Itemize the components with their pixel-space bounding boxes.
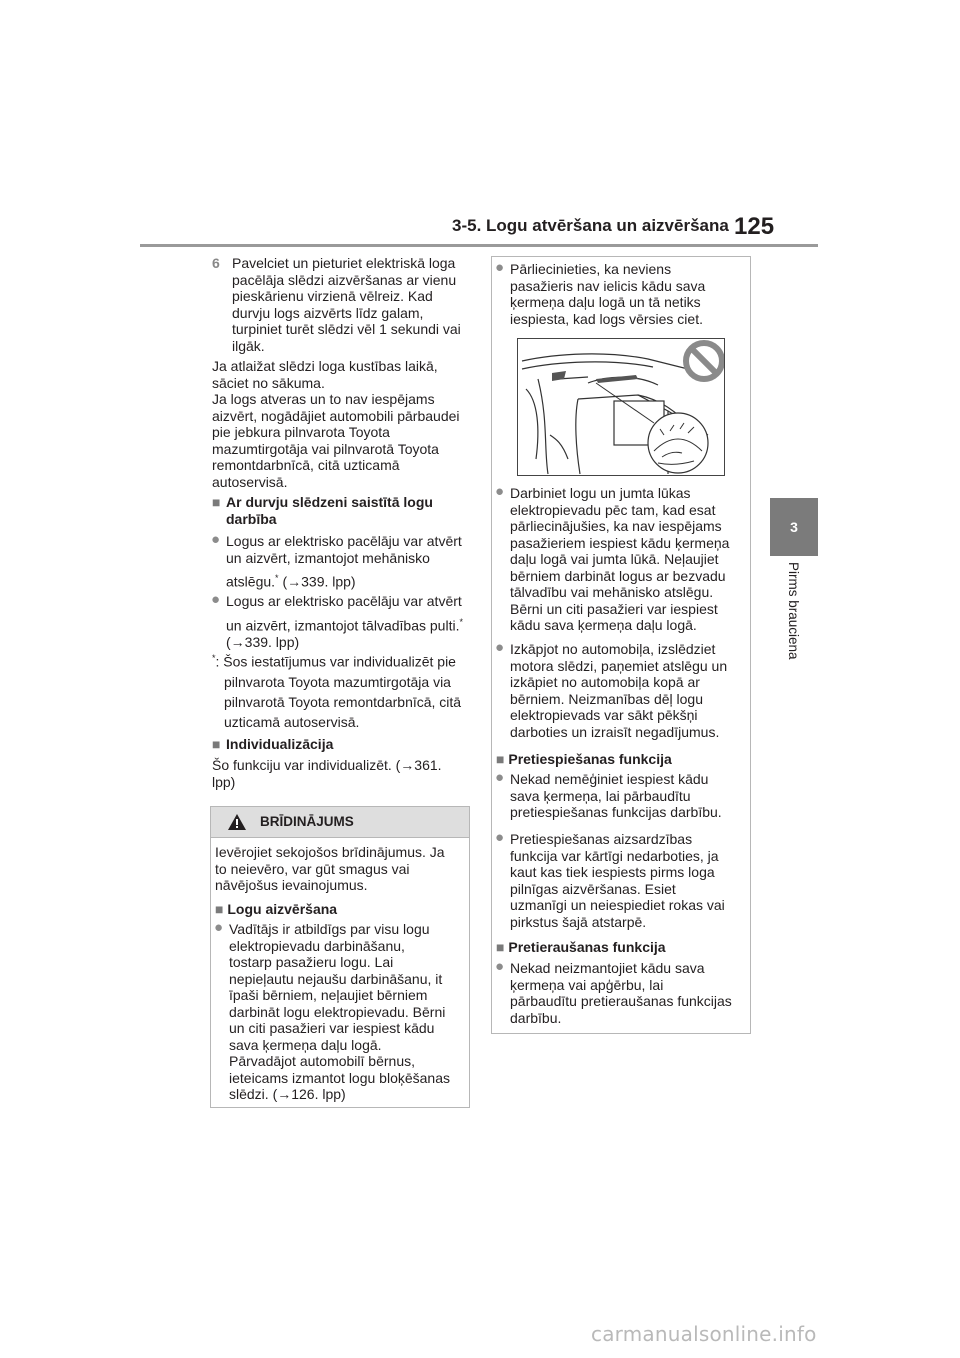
right-line: iespiesta, kad logs vērsies ciet. [510, 310, 703, 327]
chapter-label-box [770, 562, 818, 722]
heading-text: Pretierаušanas funkcija [508, 939, 666, 955]
footnote-line: uzticamā autoservisā. [224, 713, 360, 730]
para-line: remontdarbnīcā, citā uzticamā [212, 457, 400, 473]
heading-door-lock [212, 494, 470, 527]
square-bullet-icon: ■ [496, 939, 505, 955]
bullet-remote [212, 593, 470, 650]
round-bullet-icon: ● [495, 958, 505, 975]
right-bullet-1 [496, 261, 746, 327]
right-line: pasažieriem iespiest kādu ķermeņa [510, 534, 730, 551]
round-bullet-icon: ● [495, 829, 505, 846]
page-ref: (→339. lpp) [282, 573, 356, 590]
page-number: 125 [734, 213, 775, 240]
square-bullet-icon: ■ [212, 736, 221, 752]
right-line: elektropievadu pēc tam, kad esat [510, 501, 716, 518]
right-line: pārbaudītu pretierаušanas funkcijas [510, 993, 732, 1009]
footnote-line: : Šos iestatījumus var individualizēt pie [215, 653, 456, 670]
step-line: durvju logs aizvērts līdz galam, [232, 304, 424, 321]
step-line: Pavelciet un pieturiet elektriskā loga [232, 255, 456, 271]
round-bullet-icon: ● [211, 591, 221, 608]
warning-bullet-line: darbināt logu elektropievadu. Bērni [229, 1003, 446, 1020]
window-pinch-illustration [517, 338, 725, 476]
round-bullet-icon: ● [214, 919, 224, 936]
warning-title: BRĪDINĀJUMS [260, 814, 354, 829]
heading-text: Individualizācija [226, 736, 334, 752]
heading-line: darbība [226, 510, 277, 527]
section-title: 3-5. Logu atvēršana un aizvēršana [452, 216, 729, 235]
right-line: pilnīgas aizvēršanas. Esiet [510, 880, 676, 897]
round-bullet-icon: ● [495, 639, 505, 656]
right-line: darbību. [510, 1009, 562, 1026]
right-bullet-6 [496, 960, 746, 1026]
warning-bullet-line: tostarp pasažieru logu. Lai [229, 954, 394, 970]
right-line: Darbiniet logu un jumta lūkas [510, 485, 691, 501]
bullet-line: un aizvērt, izmantojot mehānisko [226, 549, 430, 566]
warning-header [211, 807, 469, 838]
bullet-line: Logus ar elektrisko pacēlāju var atvērt [226, 533, 462, 549]
bullet-line: atslēgu. [226, 573, 276, 590]
warning-bullet [215, 921, 467, 1103]
warning-line: nāvējošus ievainojumus. [215, 877, 368, 893]
right-line: elektropievads var sākt pēkšņi [510, 707, 698, 723]
right-bullet-5 [496, 831, 746, 930]
right-bullet-2 [496, 485, 746, 634]
step-number: 6 [212, 255, 220, 271]
right-line: bērniem darbināt logus ar bezvadu [510, 567, 726, 584]
footnote-line: pilnvarotā Toyota remontdarbnīcā, citā [224, 693, 462, 710]
step-line: turpiniet turēt slēdzi vēl 1 sekundi vai [232, 321, 461, 337]
step-line: pieskārienu virzienā vēlreiz. Kad [232, 288, 433, 304]
bullet-mechanical-key [212, 533, 470, 590]
bullet-line: Logus ar elektrisko pacēlāju var atvērt [226, 593, 462, 609]
right-line: darboties un izraisīt negadījumus. [510, 723, 720, 740]
round-bullet-icon: ● [495, 483, 505, 500]
right-line: Nekad neizmantojiet kādu sava [510, 960, 705, 976]
para-line: Ja atlaižat slēdzi loga kustības laikā, [212, 358, 438, 374]
para-line: aizvērt, nogādājiet automobili pārbaudei [212, 407, 460, 424]
warning-bullet-line: un citi pasažieri var iespiest kādu [229, 1020, 435, 1036]
warning-bullet-line: slēdzi. (→126. lpp) [229, 1086, 346, 1102]
chapter-tab [770, 498, 818, 556]
warning-heading [215, 901, 465, 918]
warning-bullet-line: ieteicams izmantot logu bloķēšanas [229, 1069, 451, 1086]
right-bullet-3 [496, 641, 746, 740]
right-line: bērniem. Neizmanības dēļ logu [510, 690, 703, 707]
para-line: mazumtirgotāja vai pilnvarotā Toyota [212, 440, 439, 457]
right-line: pretiespiešanas funkcijas darbību. [510, 804, 722, 820]
right-line: motora slēdzi, paņemiet atslēgu un [510, 657, 728, 674]
warning-bullet-line: nepieļautu nejaušu darbināšanu, it [229, 970, 443, 987]
chapter-label: Pirms brauciena [786, 562, 801, 660]
heading-customization [212, 736, 470, 753]
asterisk: * [459, 616, 463, 627]
right-line: sava ķermeņa, lai pārbaudītu [510, 787, 691, 804]
warning-intro [215, 844, 465, 894]
heading-anti-pinch [496, 751, 746, 768]
right-line: Bērni un citi pasažieri var iespiest [510, 600, 718, 617]
right-line: Pretiespiešanas aizsardzības [510, 831, 693, 847]
square-bullet-icon: ■ [215, 901, 224, 917]
asterisk: * [212, 653, 216, 663]
round-bullet-icon: ● [211, 531, 221, 548]
right-line: Izkāpjot no automobiļa, izslēdziet [510, 641, 716, 657]
warning-bullet-line: Vadītājs ir atbildīgs par visu logu [229, 921, 430, 937]
right-line: pirkstus šajā atstarpē. [510, 913, 647, 930]
asterisk: * [275, 573, 279, 583]
right-line: uzmanīgi un neiespiediet rokas vai [510, 897, 725, 913]
right-line: funkcija var kārtīgi nedarboties, ja [510, 847, 719, 864]
watermark-text: carmanualsonline.info [591, 1322, 817, 1346]
round-bullet-icon: ● [495, 259, 505, 276]
warning-bullet-line: īpaši bērniem, neļaujiet bērniem [229, 987, 428, 1003]
header-divider [140, 244, 818, 247]
para-line: autoservisā. [212, 473, 288, 490]
heading-text: Pretiespiešanas funkcija [508, 751, 672, 767]
warning-bullet-line: sava ķermeņa daļu logā. [229, 1036, 382, 1053]
warning-box [210, 806, 470, 1108]
right-line: ķermeņa vai apģērbu, lai [510, 976, 664, 993]
right-line: Nekad nemēģiniet iespiest kādu [510, 771, 709, 787]
right-bullet-4 [496, 771, 746, 821]
right-line: pasažieris nav ielicis kādu sava [510, 277, 706, 294]
car-window-hand-icon [518, 339, 724, 475]
para-line: pie jebkura pilnvarota Toyota [212, 424, 390, 440]
round-bullet-icon: ● [495, 769, 505, 786]
footnote [212, 648, 470, 732]
paragraph-release [212, 358, 470, 490]
custom-line: Šo funkciju var individualizēt. (→361. [212, 757, 442, 773]
right-line: izkāpiet no automobiļa kopā ar [510, 674, 700, 690]
warning-bullet-line: elektropievadu darbināšanu, [229, 937, 405, 954]
warning-triangle-icon [227, 813, 247, 831]
warning-heading-text: Logu aizvēršana [227, 901, 338, 917]
square-bullet-icon: ■ [212, 494, 221, 510]
step-line: ilgāk. [232, 337, 265, 354]
right-line: ķermeņa daļu logā un tā netiks [510, 294, 701, 310]
warning-bullet-line: Pārvadājot automobilī bērnus, [229, 1053, 415, 1069]
heading-anti-grab [496, 939, 746, 956]
warning-line: Ievērojiet sekojošos brīdinājumus. Ja [215, 844, 445, 860]
warning-line: to neievēro, var gūt smagus vai [215, 860, 410, 877]
right-line: Pārliecinieties, ka neviens [510, 261, 672, 277]
step-6 [212, 255, 470, 354]
page-ref: (→339. lpp) [226, 633, 300, 650]
footnote-line: pilnvarota Toyota mazumtirgotāja via [224, 673, 451, 690]
right-line: daļu logā vai jumta lūkā. Neļaujiet [510, 551, 719, 567]
chapter-number: 3 [790, 519, 798, 535]
right-line: kādu sava ķermeņa daļu logā. [510, 617, 697, 633]
para-line: sāciet no sākuma. [212, 374, 325, 391]
right-line: kaut kas tiek iespiests pirms loga [510, 864, 715, 880]
custom-line: lpp) [212, 773, 236, 790]
right-line: tālvadību vai mehānisko atslēgu. [510, 584, 714, 600]
right-line: pārliecinājušies, ka nav iespējams [510, 518, 722, 534]
customization-text [212, 757, 470, 790]
bullet-line: un aizvērt, izmantojot tālvadības pulti. [226, 617, 460, 634]
step-line: pacēlāja slēdzi aizvēršanas ar vienu [232, 271, 457, 288]
heading-line: Ar durvju slēdzeni saistītā logu [226, 494, 433, 510]
para-line: Ja logs atveras un to nav iespējams [212, 391, 435, 407]
square-bullet-icon: ■ [496, 751, 505, 767]
